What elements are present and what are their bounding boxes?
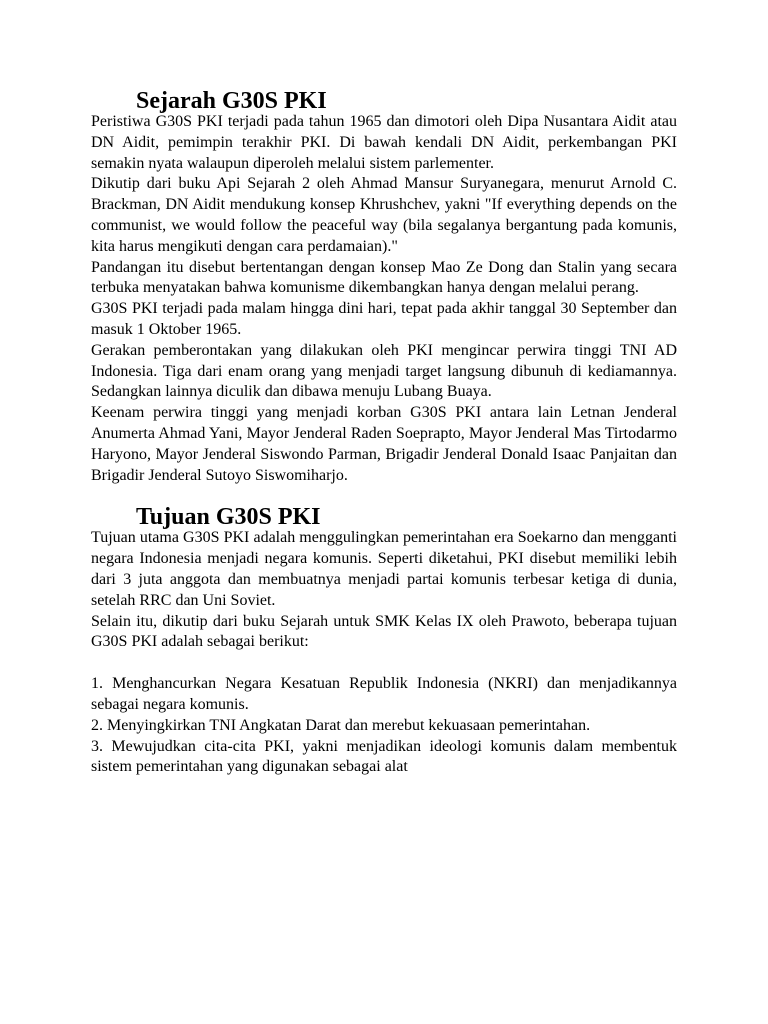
list-item: 2. Menyingkirkan TNI Angkatan Darat dan merebut kekuasaan pemerintahan. [91,716,591,734]
section-heading-sejarah: Sejarah G30S PKI [136,88,327,114]
paragraph: Tujuan utama G30S PKI adalah menggulingkan pemerintahan era Soekarno dan mengganti negara Indonesia menjadi negara komunis. Seperti diketahui, PKI disebut memiliki lebih dari 3 juta anggota dan membuatnya menjadi partai komunis terbesar ketiga di dunia, setelah RRC dan Uni Soviet. [91,529,677,609]
paragraph: Selain itu, dikutip dari buku Sejarah untuk SMK Kelas IX oleh Prawoto, beberapa tujuan G30S PKI adalah sebagai berikut: [91,612,677,651]
paragraph: Peristiwa G30S PKI terjadi pada tahun 1965 dan dimotori oleh Dipa Nusantara Aidit atau DN Aidit, pemimpin terakhir PKI. Di bawah kendali DN Aidit, perkembangan PKI semakin nyata walaupun diperoleh melalui sistem parlementer. [91,113,677,172]
paragraph: Gerakan pemberontakan yang dilakukan oleh PKI mengincar perwira tinggi TNI AD Indonesia. Tiga dari enam orang yang menjadi target langsung dibunuh di kediamannya. Sedangkan lainnya diculik dan dibawa menuju Lubang Buaya. [91,341,677,401]
list-item: 3. Mewujudkan cita-cita PKI, yakni menjadikan ideologi komunis dalam membentuk sistem pemerintahan yang digunakan sebagai alat [91,737,677,776]
paragraph: Pandangan itu disebut bertentangan dengan konsep Mao Ze Dong dan Stalin yang secara terbuka menyatakan bahwa komunisme dikembangkan hanya dengan melalui perang. [91,258,677,297]
spacer [91,653,677,674]
list-item: 1. Menghancurkan Negara Kesatuan Republik Indonesia (NKRI) dan menjadikannya sebagai negara komunis. [91,675,677,713]
paragraph: G30S PKI terjadi pada malam hingga dini hari, tepat pada akhir tanggal 30 September dan masuk 1 Oktober 1965. [91,300,677,338]
paragraph: Dikutip dari buku Api Sejarah 2 oleh Ahmad Mansur Suryanegara, menurut Arnold C. Brackman, DN Aidit mendukung konsep Khrushchev, yakni "If everything depends on the communist, we would follow the peaceful way (bila segalanya bergantung pada komunis, kita harus mengikuti dengan cara perdamaian)." [91,175,677,255]
section-heading-tujuan: Tujuan G30S PKI [136,504,321,531]
paragraph: Keenam perwira tinggi yang menjadi korban G30S PKI antara lain Letnan Jenderal Anumerta Ahmad Yani, Mayor Jenderal Raden Soeprapto, Mayor Jenderal Mas Tirtodarmo Haryono, Mayor Jenderal Siswondo Parman, Brigadir Jenderal Donald Isaac Panjaitan dan Brigadir Jenderal Sutoyo Siswomiharjo. [91,404,677,484]
